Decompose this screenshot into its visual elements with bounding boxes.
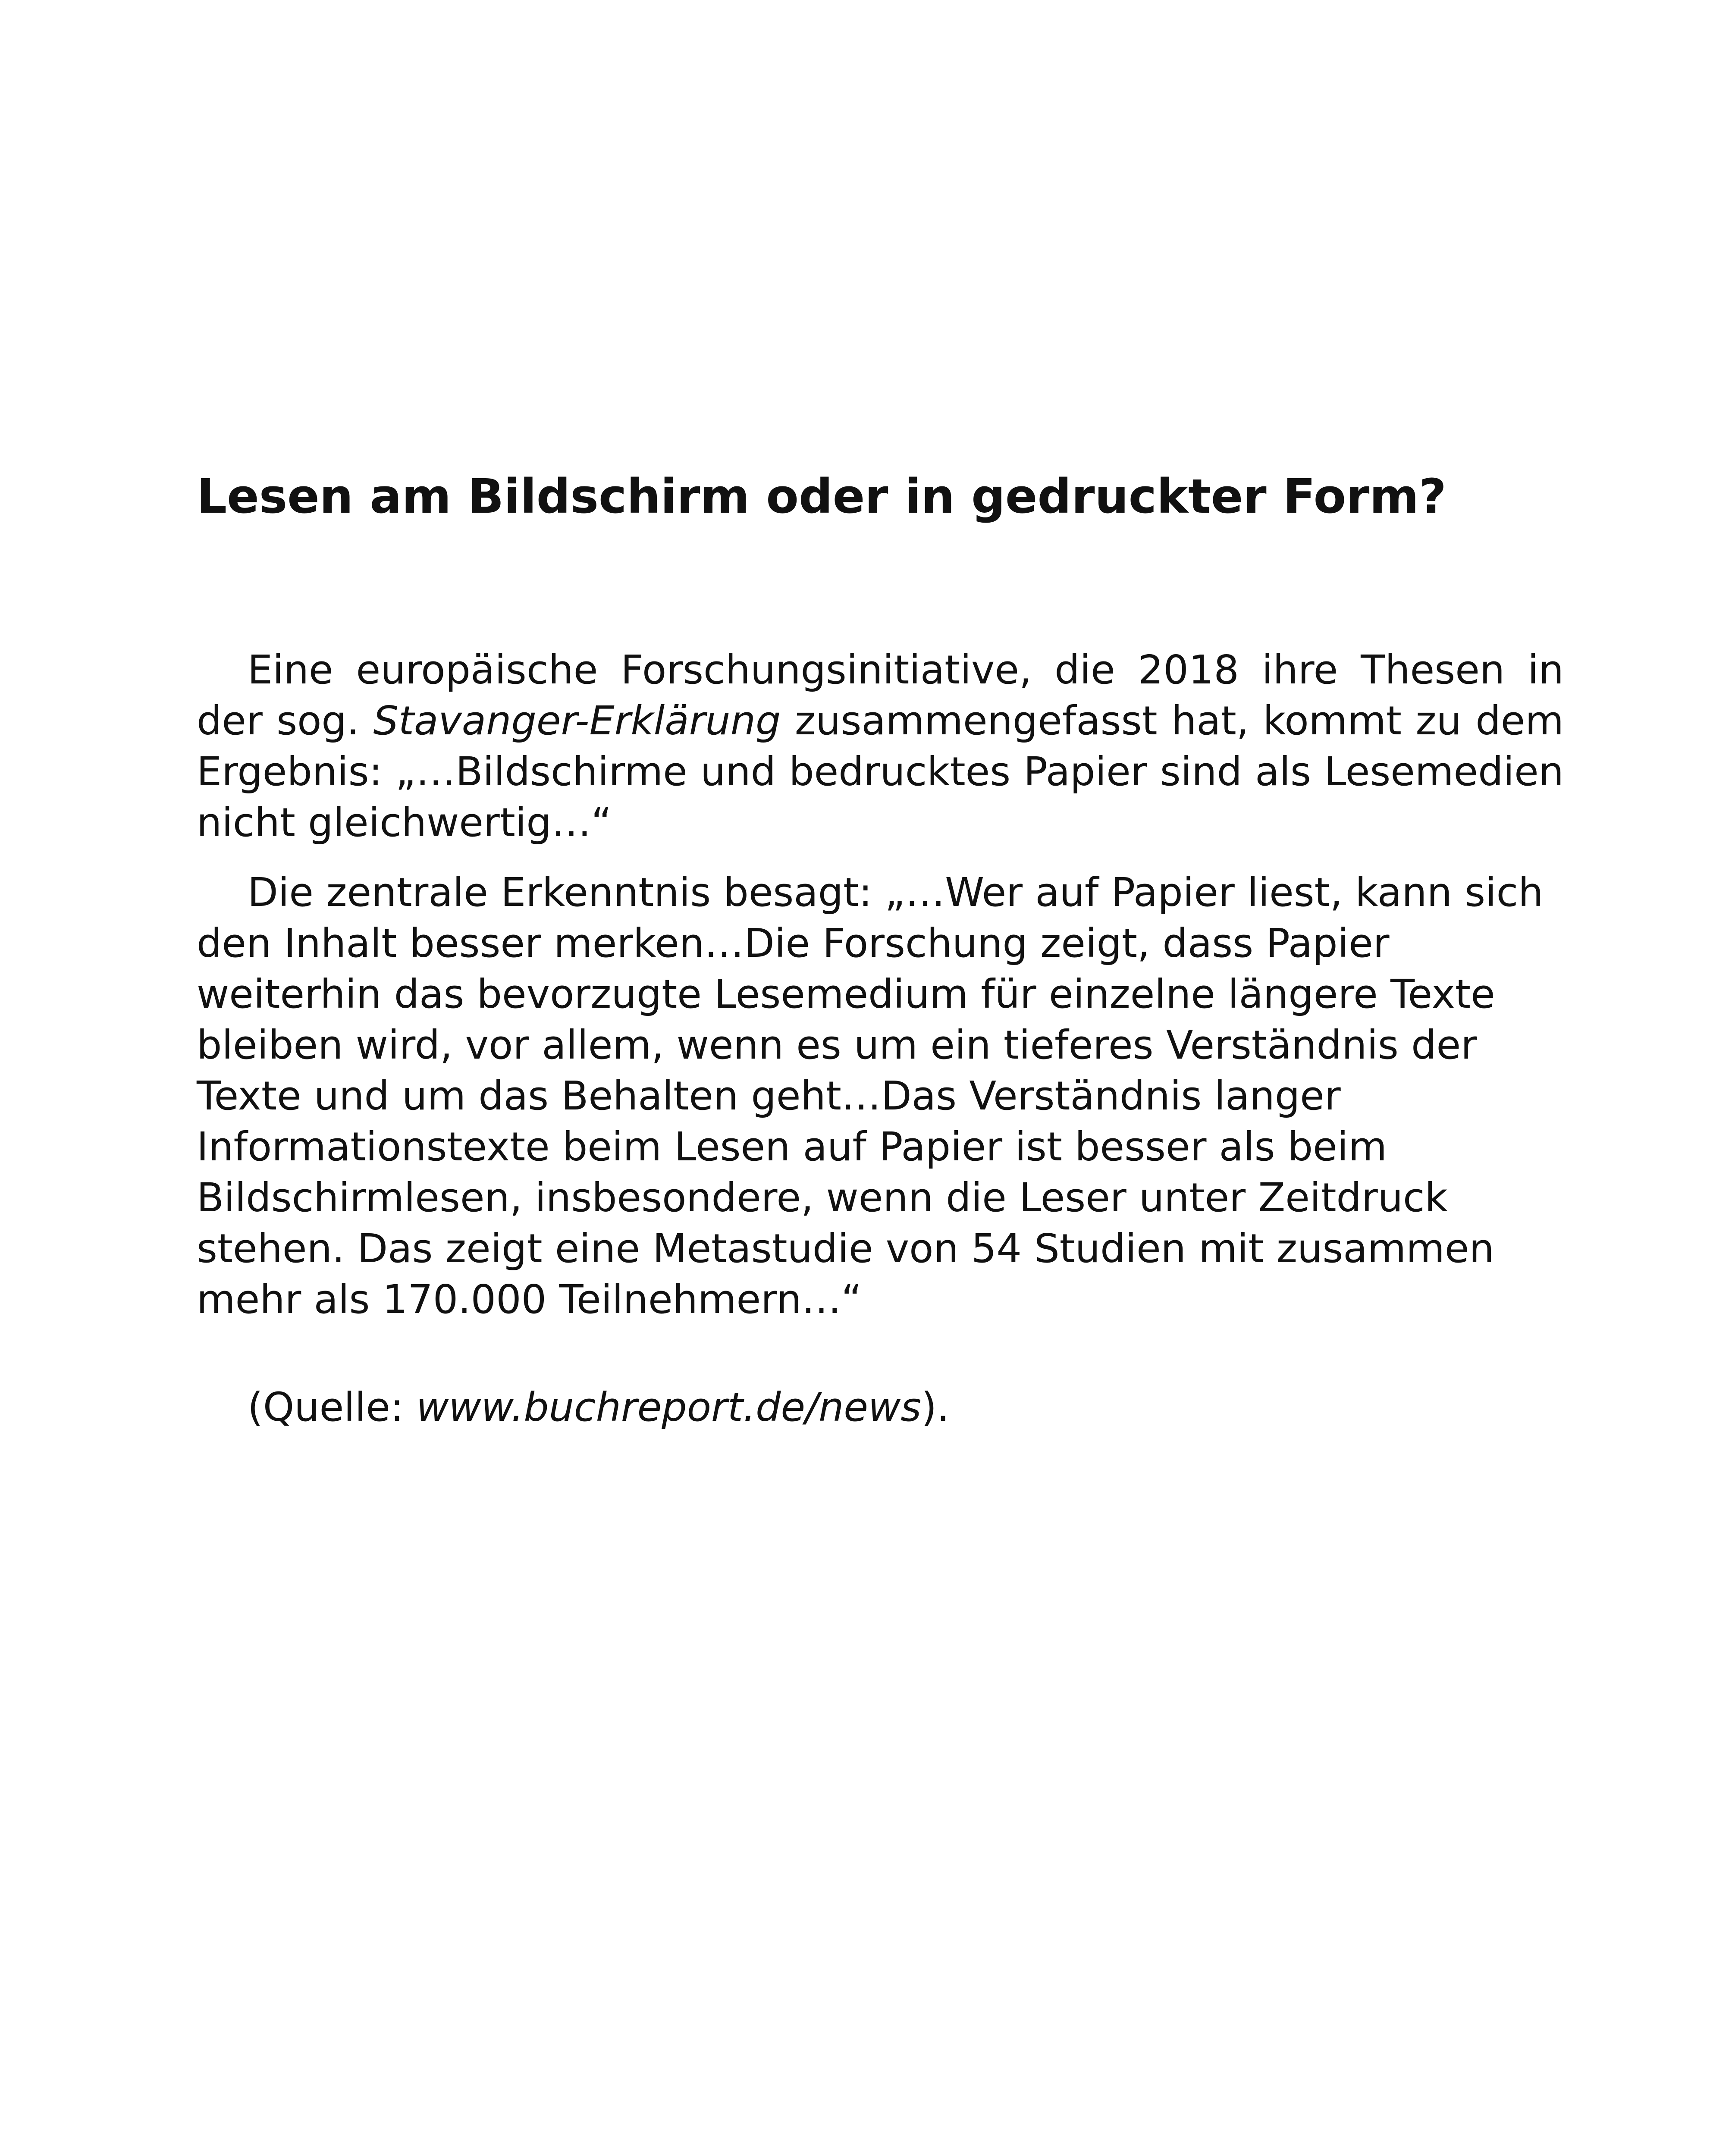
paragraph-2: Die zentrale Erkenntnis besagt: „…Wer auf Papier liest, kann sich den Inhalt besser merken…Die Forschung zeigt, dass Papier weiterhin das bevorzugte Lesemedium für einzelne längere Texte bleiben wird, vor allem, wenn es um ein tieferes Verständnis der Texte und um das Behalten geht…Das Verständnis langer Informationstexte beim Lesen auf Papier ist besser als beim Bildschirmlesen, insbesondere, wenn die Leser unter Zeitdruck stehen. Das zeigt eine Metastudie von 54 Studien mit zusammen mehr als 170.000 Teilnehmern…“	[197, 869, 1544, 1322]
source-line	[248, 1382, 949, 1433]
paragraph-1-italic-term: Stavanger-Erklärung	[373, 698, 781, 744]
body-text	[197, 645, 1564, 1344]
page-title: Lesen am Bildschirm oder in gedruckter Form?	[197, 469, 1446, 524]
source-prefix: (Quelle:	[248, 1384, 417, 1430]
paragraph-1-text-start: Eine europäische Forschungsinitiative, die 2018 ihre Thesen in der sog.	[197, 647, 1564, 744]
paragraph-1	[197, 645, 1564, 848]
source-link[interactable]: www.buchreport.de/news	[416, 1384, 922, 1430]
paragraph-1-text-end: zusammengefasst hat, kommt zu dem Ergebnis: „…Bildschirme und bedrucktes Papier sind als Lesemedien nicht gleichwertig…“	[197, 698, 1564, 846]
source-suffix: ).	[921, 1384, 950, 1430]
